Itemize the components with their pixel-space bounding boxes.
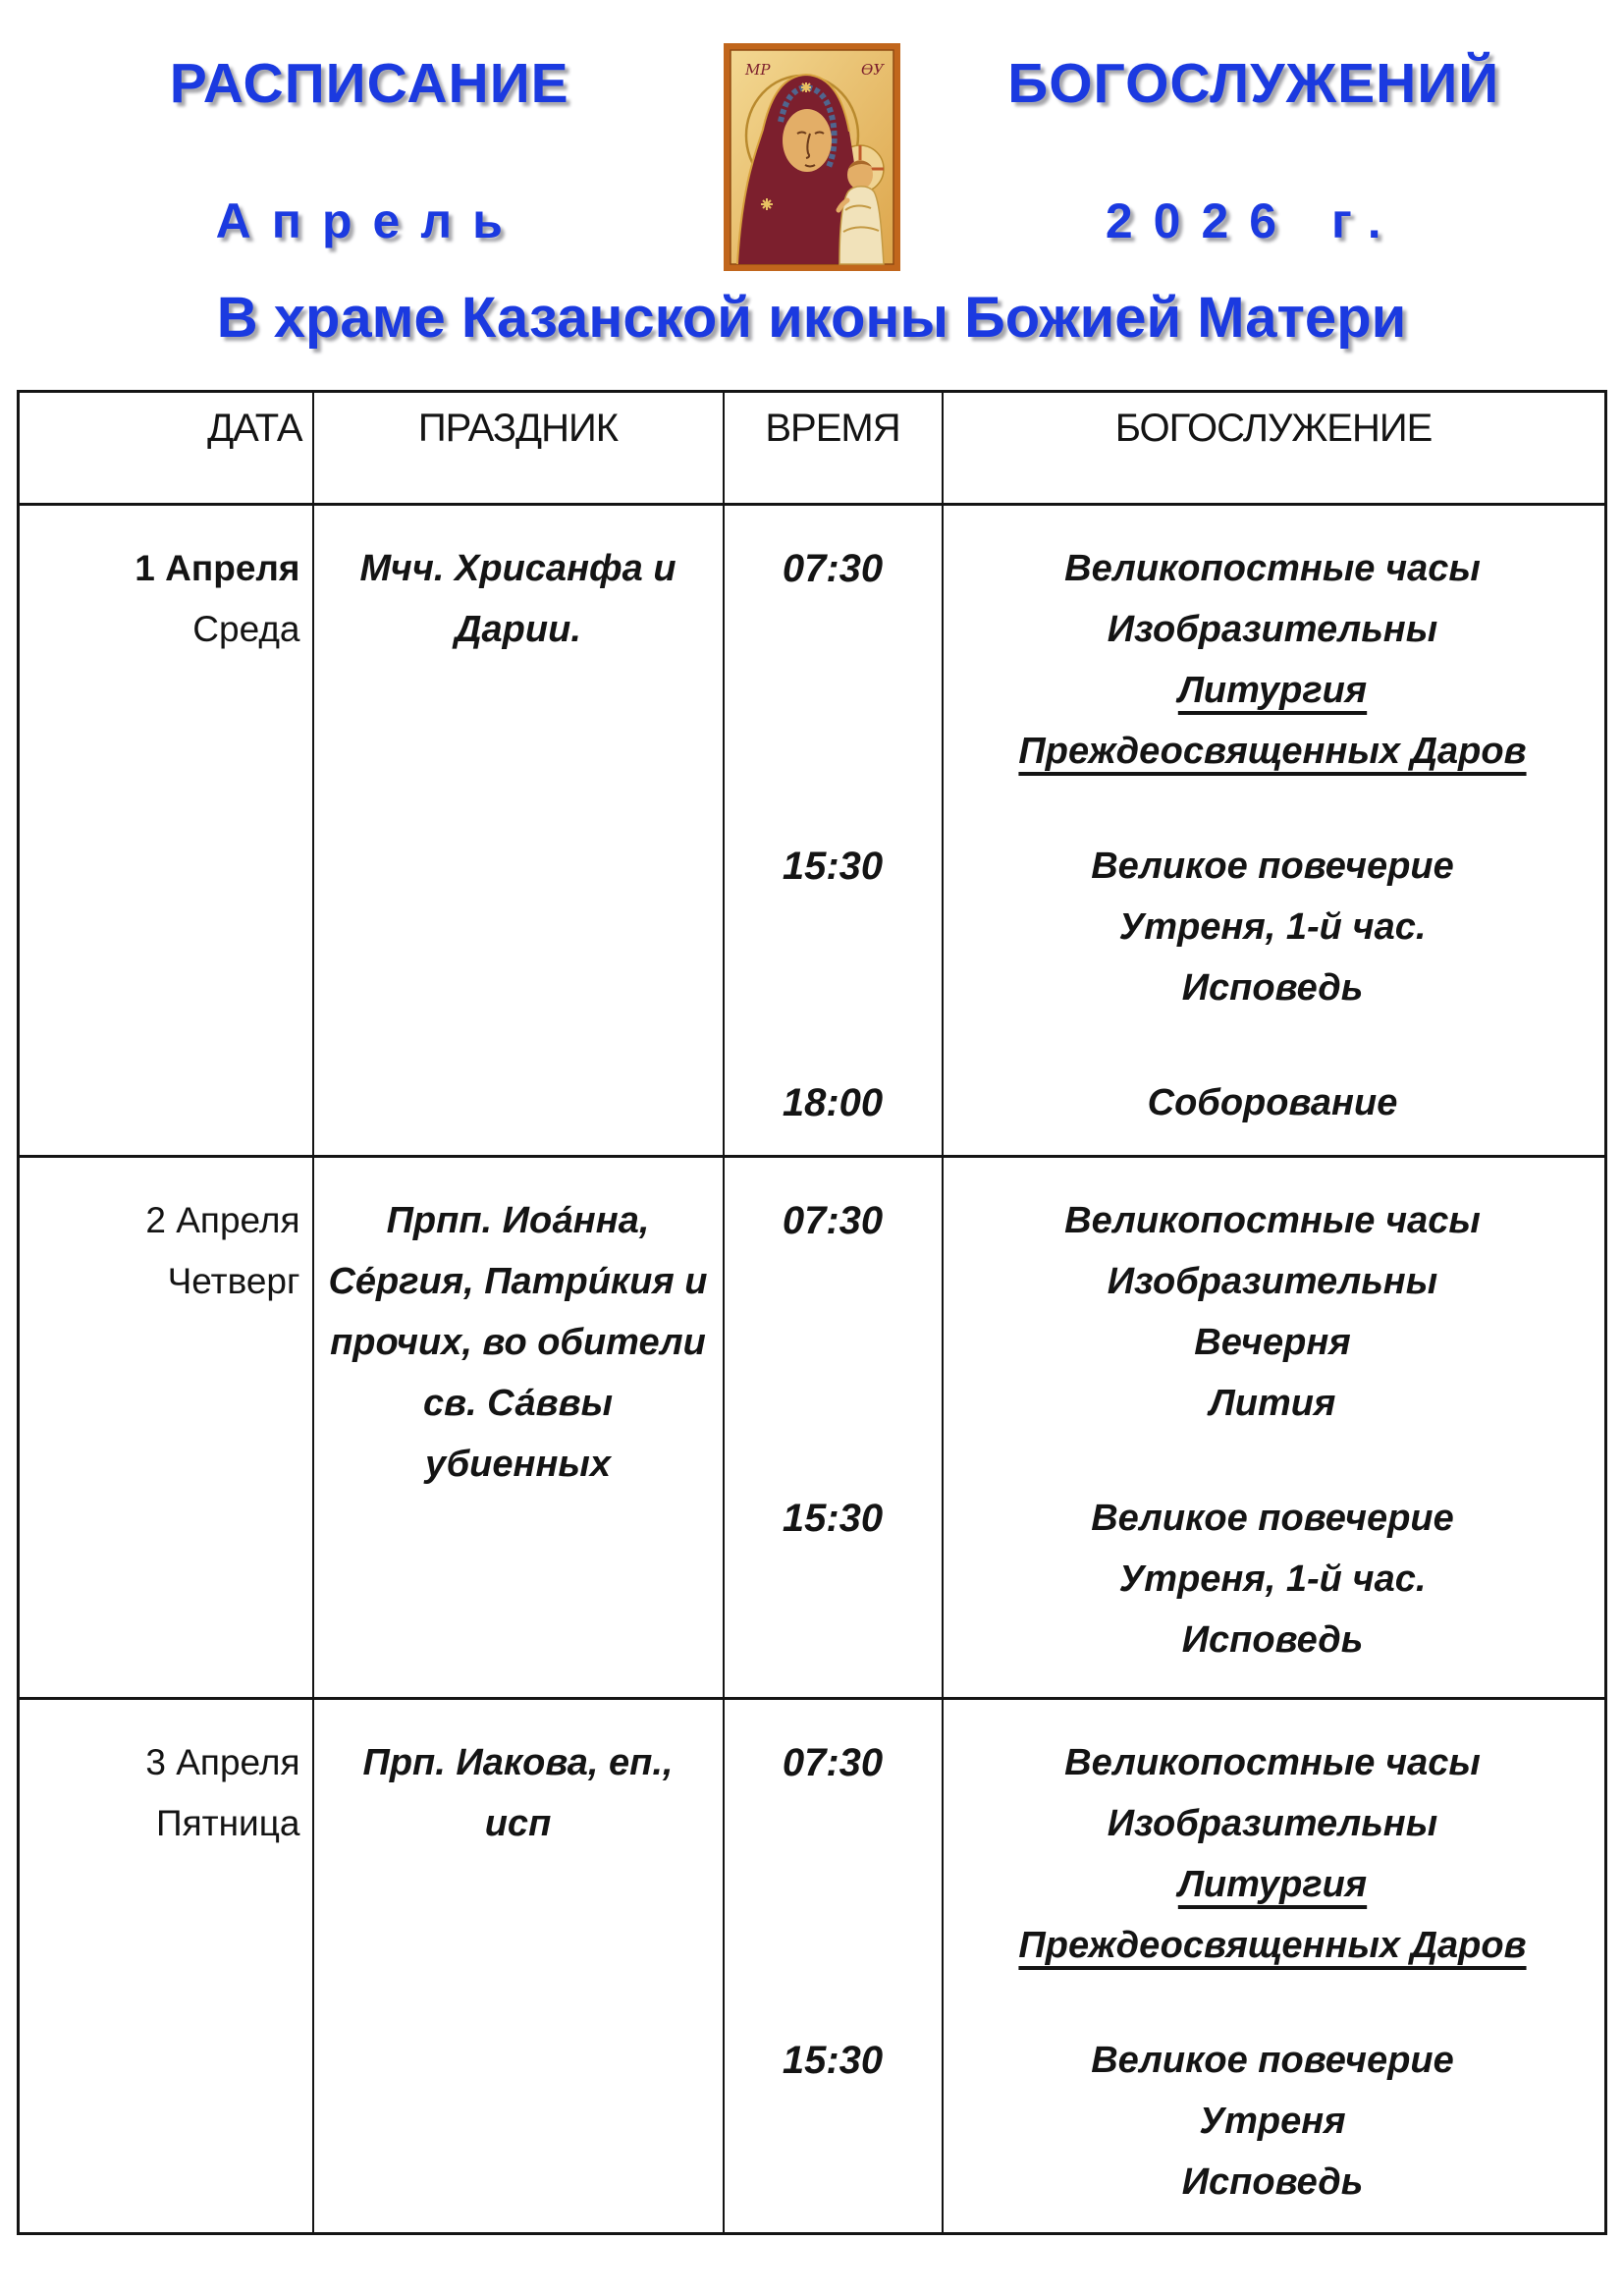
month-label: Апрель bbox=[215, 193, 523, 248]
schedule-table bbox=[17, 390, 1607, 2235]
time-label: 07:30 bbox=[782, 547, 884, 590]
service-line: Великое повечерие bbox=[1091, 846, 1454, 887]
time-label: 15:30 bbox=[782, 1497, 884, 1540]
service-line: Великопостные часы bbox=[1064, 1200, 1481, 1241]
date-label: 3 Апреля bbox=[145, 1742, 300, 1782]
icon-monogram-left: МР bbox=[744, 61, 770, 79]
service-line: Великое повечерие bbox=[1091, 2040, 1454, 2081]
kazan-mother-of-god-icon bbox=[724, 43, 900, 271]
icon-monogram-right: ѲУ bbox=[860, 61, 884, 79]
service-list bbox=[942, 836, 1604, 1018]
service-line: Исповедь bbox=[1181, 2161, 1364, 2203]
service-list bbox=[942, 1488, 1604, 1670]
service-line: Преждеосвященных Даров bbox=[1018, 1925, 1527, 1966]
service-line: Изобразительны bbox=[1107, 1803, 1438, 1844]
header-left bbox=[16, 43, 724, 271]
feast-cell: Прп. Иакова, еп., исп bbox=[314, 1700, 725, 2232]
service-slot bbox=[725, 538, 1604, 782]
header-right bbox=[900, 43, 1608, 271]
service-line: Изобразительны bbox=[1107, 1261, 1438, 1302]
page-title-right: БОГОСЛУЖЕНИЙ bbox=[1007, 52, 1500, 115]
table-row bbox=[20, 1158, 1604, 1700]
service-line: Соборование bbox=[1147, 1082, 1398, 1123]
service-line: Утреня bbox=[1199, 2101, 1346, 2142]
service-slot bbox=[725, 2030, 1604, 2213]
service-list bbox=[942, 1072, 1604, 1133]
service-line: Литургия bbox=[1177, 670, 1368, 711]
service-slot bbox=[725, 1072, 1604, 1133]
weekday-label: Среда bbox=[192, 609, 300, 649]
service-line: Великопостные часы bbox=[1064, 548, 1481, 589]
service-list bbox=[942, 538, 1604, 782]
time-label: 07:30 bbox=[782, 1199, 884, 1242]
date-cell bbox=[20, 1700, 314, 2232]
time-label: 07:30 bbox=[782, 1741, 884, 1784]
page-title-left: РАСПИСАНИЕ bbox=[169, 52, 569, 115]
schedule-cell bbox=[725, 506, 1604, 1155]
service-line: Исповедь bbox=[1181, 1619, 1364, 1661]
service-line: Изобразительны bbox=[1107, 609, 1438, 650]
service-slot bbox=[725, 836, 1604, 1018]
feast-cell: Прпп. Иоа́нна, Се́ргия, Патри́кия и прочих, во обители св. Са́ввы убиенных bbox=[314, 1158, 725, 1697]
year-label: 2026 г. bbox=[1105, 193, 1402, 248]
date-label: 2 Апреля bbox=[145, 1200, 300, 1240]
service-line: Литургия bbox=[1177, 1864, 1368, 1905]
feast-cell: Мчч. Хрисанфа и Дарии. bbox=[314, 506, 725, 1155]
weekday-label: Пятница bbox=[156, 1803, 300, 1843]
service-slot bbox=[725, 1488, 1604, 1670]
table-row bbox=[20, 506, 1604, 1158]
service-line: Великопостные часы bbox=[1064, 1742, 1481, 1783]
table-row bbox=[20, 1700, 1604, 2232]
column-header-date: ДАТА bbox=[20, 393, 314, 503]
service-slot bbox=[725, 1190, 1604, 1434]
service-list bbox=[942, 2030, 1604, 2213]
service-list bbox=[942, 1732, 1604, 1976]
column-header-time: ВРЕМЯ bbox=[725, 393, 944, 503]
service-list bbox=[942, 1190, 1604, 1434]
service-line: Утреня, 1-й час. bbox=[1118, 906, 1427, 948]
date-label: 1 Апреля bbox=[135, 548, 300, 588]
schedule-cell bbox=[725, 1700, 1604, 2232]
weekday-label: Четверг bbox=[167, 1261, 300, 1301]
time-label: 18:00 bbox=[782, 1081, 884, 1124]
time-label: 15:30 bbox=[782, 845, 884, 888]
service-line: Лития bbox=[1209, 1383, 1336, 1424]
service-line: Исповедь bbox=[1181, 967, 1364, 1009]
column-header-service: БОГОСЛУЖЕНИЕ bbox=[1114, 407, 1433, 450]
table-header-row bbox=[20, 393, 1604, 506]
date-cell bbox=[20, 506, 314, 1155]
service-line: Утреня, 1-й час. bbox=[1118, 1558, 1427, 1600]
church-name-line: В храме Казанской иконы Божией Матери bbox=[216, 286, 1407, 350]
service-line: Великое повечерие bbox=[1091, 1498, 1454, 1539]
column-header-feast: ПРАЗДНИК bbox=[314, 393, 725, 503]
time-label: 15:30 bbox=[782, 2039, 884, 2082]
service-line: Преждеосвященных Даров bbox=[1018, 731, 1527, 772]
service-slot bbox=[725, 1732, 1604, 1976]
page-header bbox=[16, 43, 1607, 271]
date-cell bbox=[20, 1158, 314, 1697]
schedule-cell bbox=[725, 1158, 1604, 1697]
service-line: Вечерня bbox=[1194, 1322, 1351, 1363]
